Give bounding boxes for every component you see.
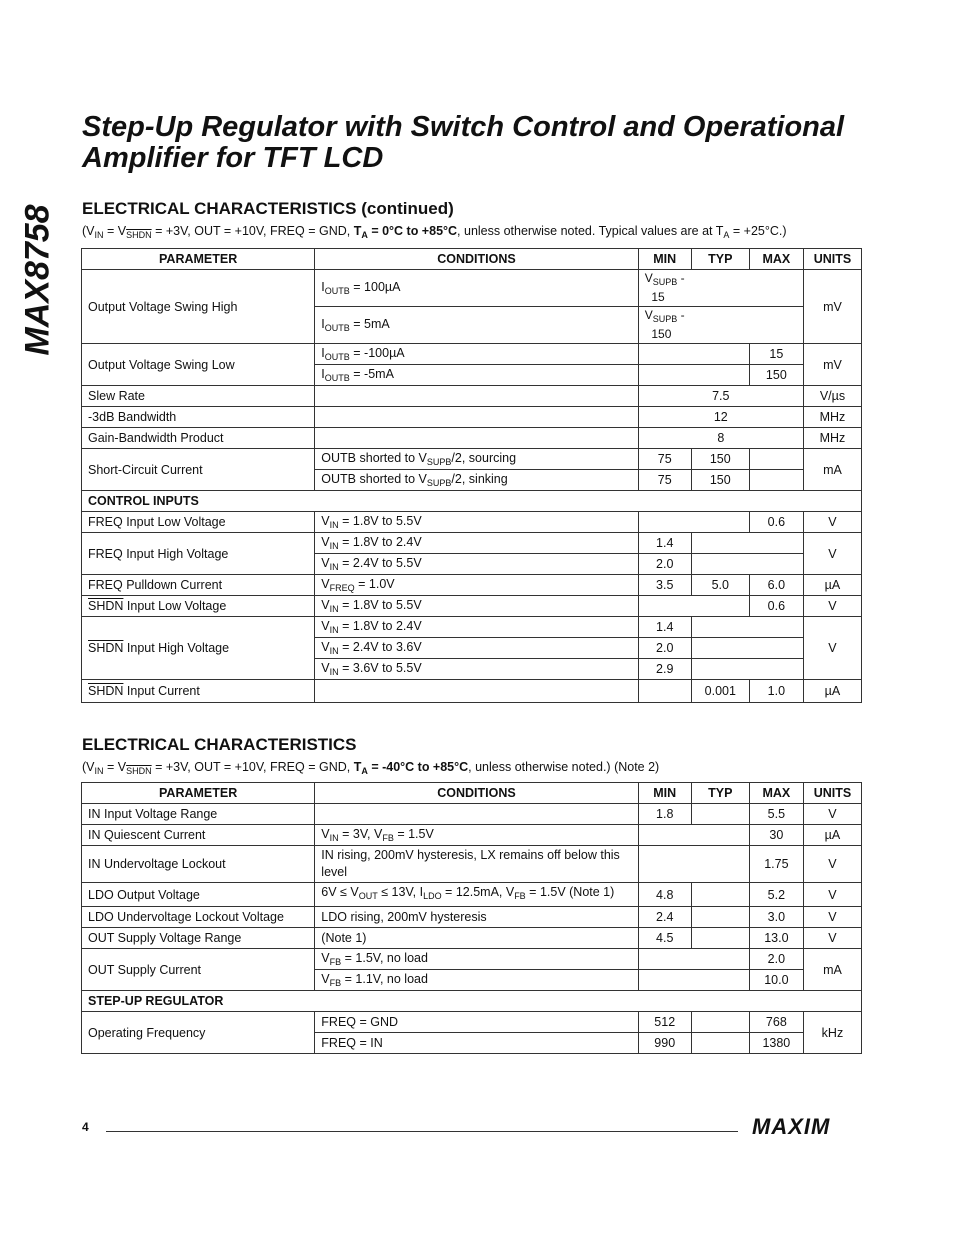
table-row: SHDN Input Current 0.001 1.0 µA [82,680,862,703]
page-number: 4 [82,1120,89,1134]
table-row: OUTB shorted to $V_{SUPB}/2$, sinking 75 150 [82,470,862,491]
table-row: FREQ Pulldown Current $V_{FREQ} = 1.0V$ 3.5 5.0 6.0 µA [82,575,862,596]
table-row: FREQ Input High Voltage $V_{IN} = 1.8V$ to 2.4V 1.4 V [82,533,862,554]
table-row: Output Voltage Swing Low $I_{OUTB} = -100\mu A$ 15 mV [82,344,862,365]
section-conditions: ($V_{IN} = V_{SHDN} = +3V$, OUT = +10V, FREQ = GND, $T_A = -40^\circ C$ to +85°C, unless otherwise noted.) (Note 2) [82,760,660,776]
page-title: Step-Up Regulator with Switch Control and Operational Amplifier for TFT LCD [82,111,845,174]
table-row: $V_{IN} = 2.4V$ to 3.6V 2.0 [82,638,862,659]
table-row: $V_{IN} = 2.4V$ to 5.5V 2.0 [82,554,862,575]
table-row: Short-Circuit Current OUTB shorted to $V_{SUPB}/2$, sourcing 75 150 mA [82,449,862,470]
table-row: -3dB Bandwidth 12 MHz [82,407,862,428]
table-section-row: STEP-UP REGULATOR [82,991,862,1012]
table-header-row: PARAMETER CONDITIONS MIN TYP MAX UNITS [82,249,862,270]
table-row: $V_{FB} = 1.1V$, no load 10.0 [82,970,862,991]
table-row: Operating Frequency FREQ = GND 512 768 kHz [82,1012,862,1033]
table-row: Gain-Bandwidth Product 8 MHz [82,428,862,449]
maxim-logo: MAXIM [752,1114,831,1139]
table-row: $V_{IN} = 3.6V$ to 5.5V 2.9 [82,659,862,680]
table-row: FREQ = IN 990 1380 [82,1033,862,1054]
table-row: IN Input Voltage Range 1.8 5.5 V [82,804,862,825]
table-row: OUT Supply Current $V_{FB} = 1.5V$, no load 2.0 mA [82,949,862,970]
table-row: FREQ Input Low Voltage $V_{IN} = 1.8V$ to 5.5V 0.6 V [82,512,862,533]
spec-table-1 [81,248,862,703]
table-row: IN Undervoltage Lockout IN rising, 200mV hysteresis, LX remains off below this level 1.75 V [82,846,862,883]
table-row: SHDN Input Low Voltage $V_{IN} = 1.8V$ to 5.5V 0.6 V [82,596,862,617]
table-row: OUT Supply Voltage Range (Note 1) 4.5 13.0 V [82,928,862,949]
table-header-row: PARAMETER CONDITIONS MIN TYP MAX UNITS [82,783,862,804]
table-row: IN Quiescent Current $V_{IN} = 3V$, $V_{FB} = 1.5V$ 30 µA [82,825,862,846]
section-title: ELECTRICAL CHARACTERISTICS [82,735,357,754]
table-row: Output Voltage Swing High $I_{OUTB} = 100\mu A$ $V_{SUPB}$ - 15 mV [82,270,862,307]
section-conditions: ($V_{IN} = V_{SHDN} = +3V$, OUT = +10V, FREQ = GND, $T_A = 0^\circ C$ to +85°C, unless otherwise noted. Typical values are at $T_A = +25^\circ C$.) [82,224,787,240]
table-row: LDO Undervoltage Lockout Voltage LDO rising, 200mV hysteresis 2.4 3.0 V [82,907,862,928]
table-row: $I_{OUTB} = 5mA$ $V_{SUPB}$ - 150 [82,307,862,344]
table-row: SHDN Input High Voltage $V_{IN} = 1.8V$ to 2.4V 1.4 V [82,617,862,638]
footer-rule [106,1131,738,1132]
table-row: LDO Output Voltage $6V \le V_{OUT} \le 13V$, $I_{LDO} = 12.5mA$, $V_{FB} = 1.5V$ (Note 1) 4.8 5.2 V [82,883,862,907]
spec-table-2 [81,782,862,1054]
side-part-number: MAX8758 [18,204,57,356]
table-section-row: CONTROL INPUTS [82,491,862,512]
table-row: Slew Rate 7.5 V/µs [82,386,862,407]
section-title-continued: ELECTRICAL CHARACTERISTICS (continued) [82,199,454,218]
table-row: $I_{OUTB} = -5mA$ 150 [82,365,862,386]
